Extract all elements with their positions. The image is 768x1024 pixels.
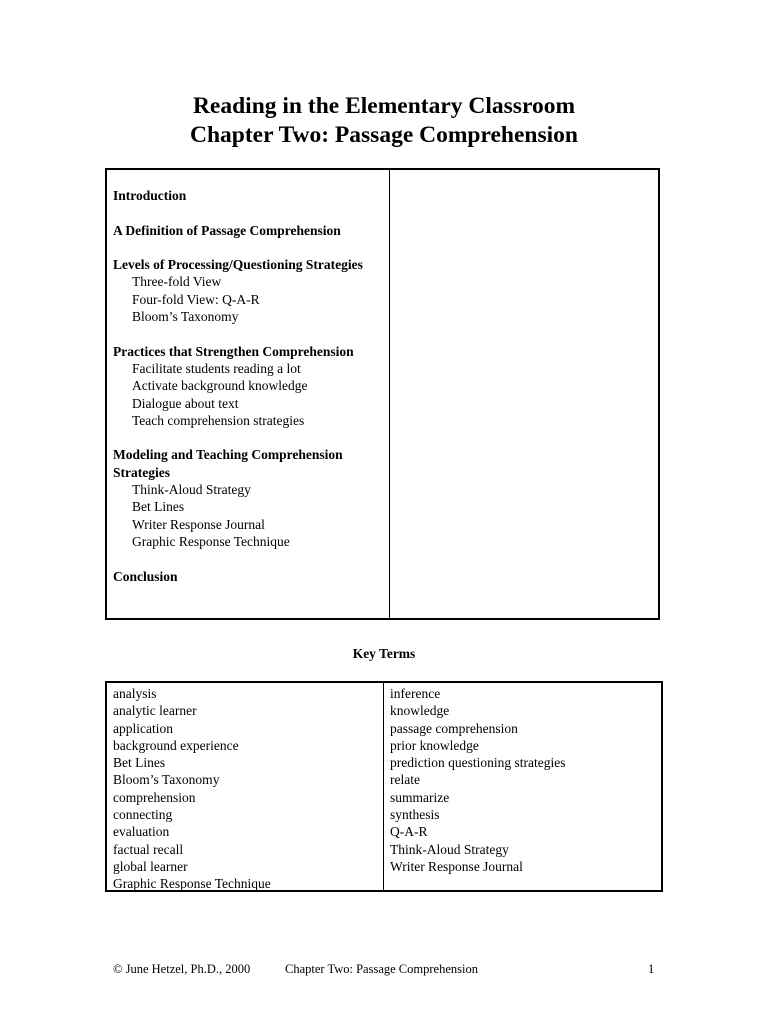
outline-heading: Practices that Strengthen Comprehension	[113, 343, 354, 359]
term-item: Bloom’s Taxonomy	[113, 772, 220, 788]
terms-column-1	[113, 685, 271, 893]
outline-item: Bloom’s Taxonomy	[132, 309, 239, 325]
outline-section	[113, 256, 385, 325]
key-terms-table	[105, 681, 663, 892]
chapter-outline-box	[105, 168, 660, 620]
term-item: Writer Response Journal	[390, 858, 523, 874]
outline-item: Three-fold View	[132, 274, 222, 290]
outline-item: Graphic Response Technique	[132, 533, 290, 549]
term-item: passage comprehension	[390, 720, 518, 736]
outline-heading: Introduction	[113, 188, 187, 203]
footer-copyright: © June Hetzel, Ph.D., 2000	[113, 962, 251, 976]
term-item: comprehension	[113, 789, 196, 805]
title-line-2: Chapter Two: Passage Comprehension	[190, 122, 578, 148]
term-item: Think-Aloud Strategy	[390, 841, 509, 857]
outline-item: Four-fold View: Q-A-R	[132, 291, 260, 307]
footer-chapter: Chapter Two: Passage Comprehension	[285, 962, 478, 976]
term-item: application	[113, 720, 173, 736]
term-item: Q-A-R	[390, 824, 428, 840]
outline-heading: Modeling and Teaching Comprehension Strategies	[113, 447, 343, 480]
outline-item: Bet Lines	[132, 499, 185, 515]
outline-heading: Levels of Processing/Questioning Strategies	[113, 257, 363, 273]
outline-heading: Conclusion	[113, 568, 178, 584]
term-item: prediction questioning strategies	[390, 755, 566, 771]
outline-item: Teach comprehension strategies	[132, 412, 305, 428]
key-terms-title: Key Terms	[352, 646, 416, 661]
title-line-1: Reading in the Elementary Classroom	[192, 93, 576, 119]
term-item: analysis	[113, 686, 157, 701]
outline-item: Think-Aloud Strategy	[132, 482, 251, 498]
outline-item: Activate background knowledge	[132, 378, 308, 394]
outline-column-divider	[389, 170, 390, 618]
outline-section	[113, 568, 385, 585]
outline-item: Dialogue about text	[132, 395, 239, 411]
term-item: knowledge	[390, 703, 450, 719]
term-item: analytic learner	[113, 703, 197, 719]
outline-section	[113, 446, 385, 550]
outline-section	[113, 343, 385, 429]
footer-page-number: 1	[648, 962, 655, 976]
outline-item: Facilitate students reading a lot	[132, 360, 301, 376]
document-title	[0, 92, 768, 150]
term-item: background experience	[113, 737, 239, 753]
term-item: evaluation	[113, 824, 170, 840]
term-item: relate	[390, 772, 420, 788]
term-item: prior knowledge	[390, 737, 479, 753]
term-item: Bet Lines	[113, 755, 166, 771]
outline-list	[113, 187, 385, 602]
term-item: connecting	[113, 807, 173, 823]
term-item: inference	[390, 686, 441, 701]
outline-item: Writer Response Journal	[132, 516, 265, 532]
outline-section	[113, 222, 385, 239]
outline-section	[113, 187, 385, 204]
term-item: synthesis	[390, 807, 440, 823]
terms-column-2	[390, 685, 565, 875]
term-item: Graphic Response Technique	[113, 876, 271, 892]
term-item: global learner	[113, 858, 188, 874]
term-item: factual recall	[113, 841, 184, 857]
outline-heading: A Definition of Passage Comprehension	[113, 222, 341, 238]
terms-column-divider	[383, 683, 384, 890]
term-item: summarize	[390, 789, 450, 805]
